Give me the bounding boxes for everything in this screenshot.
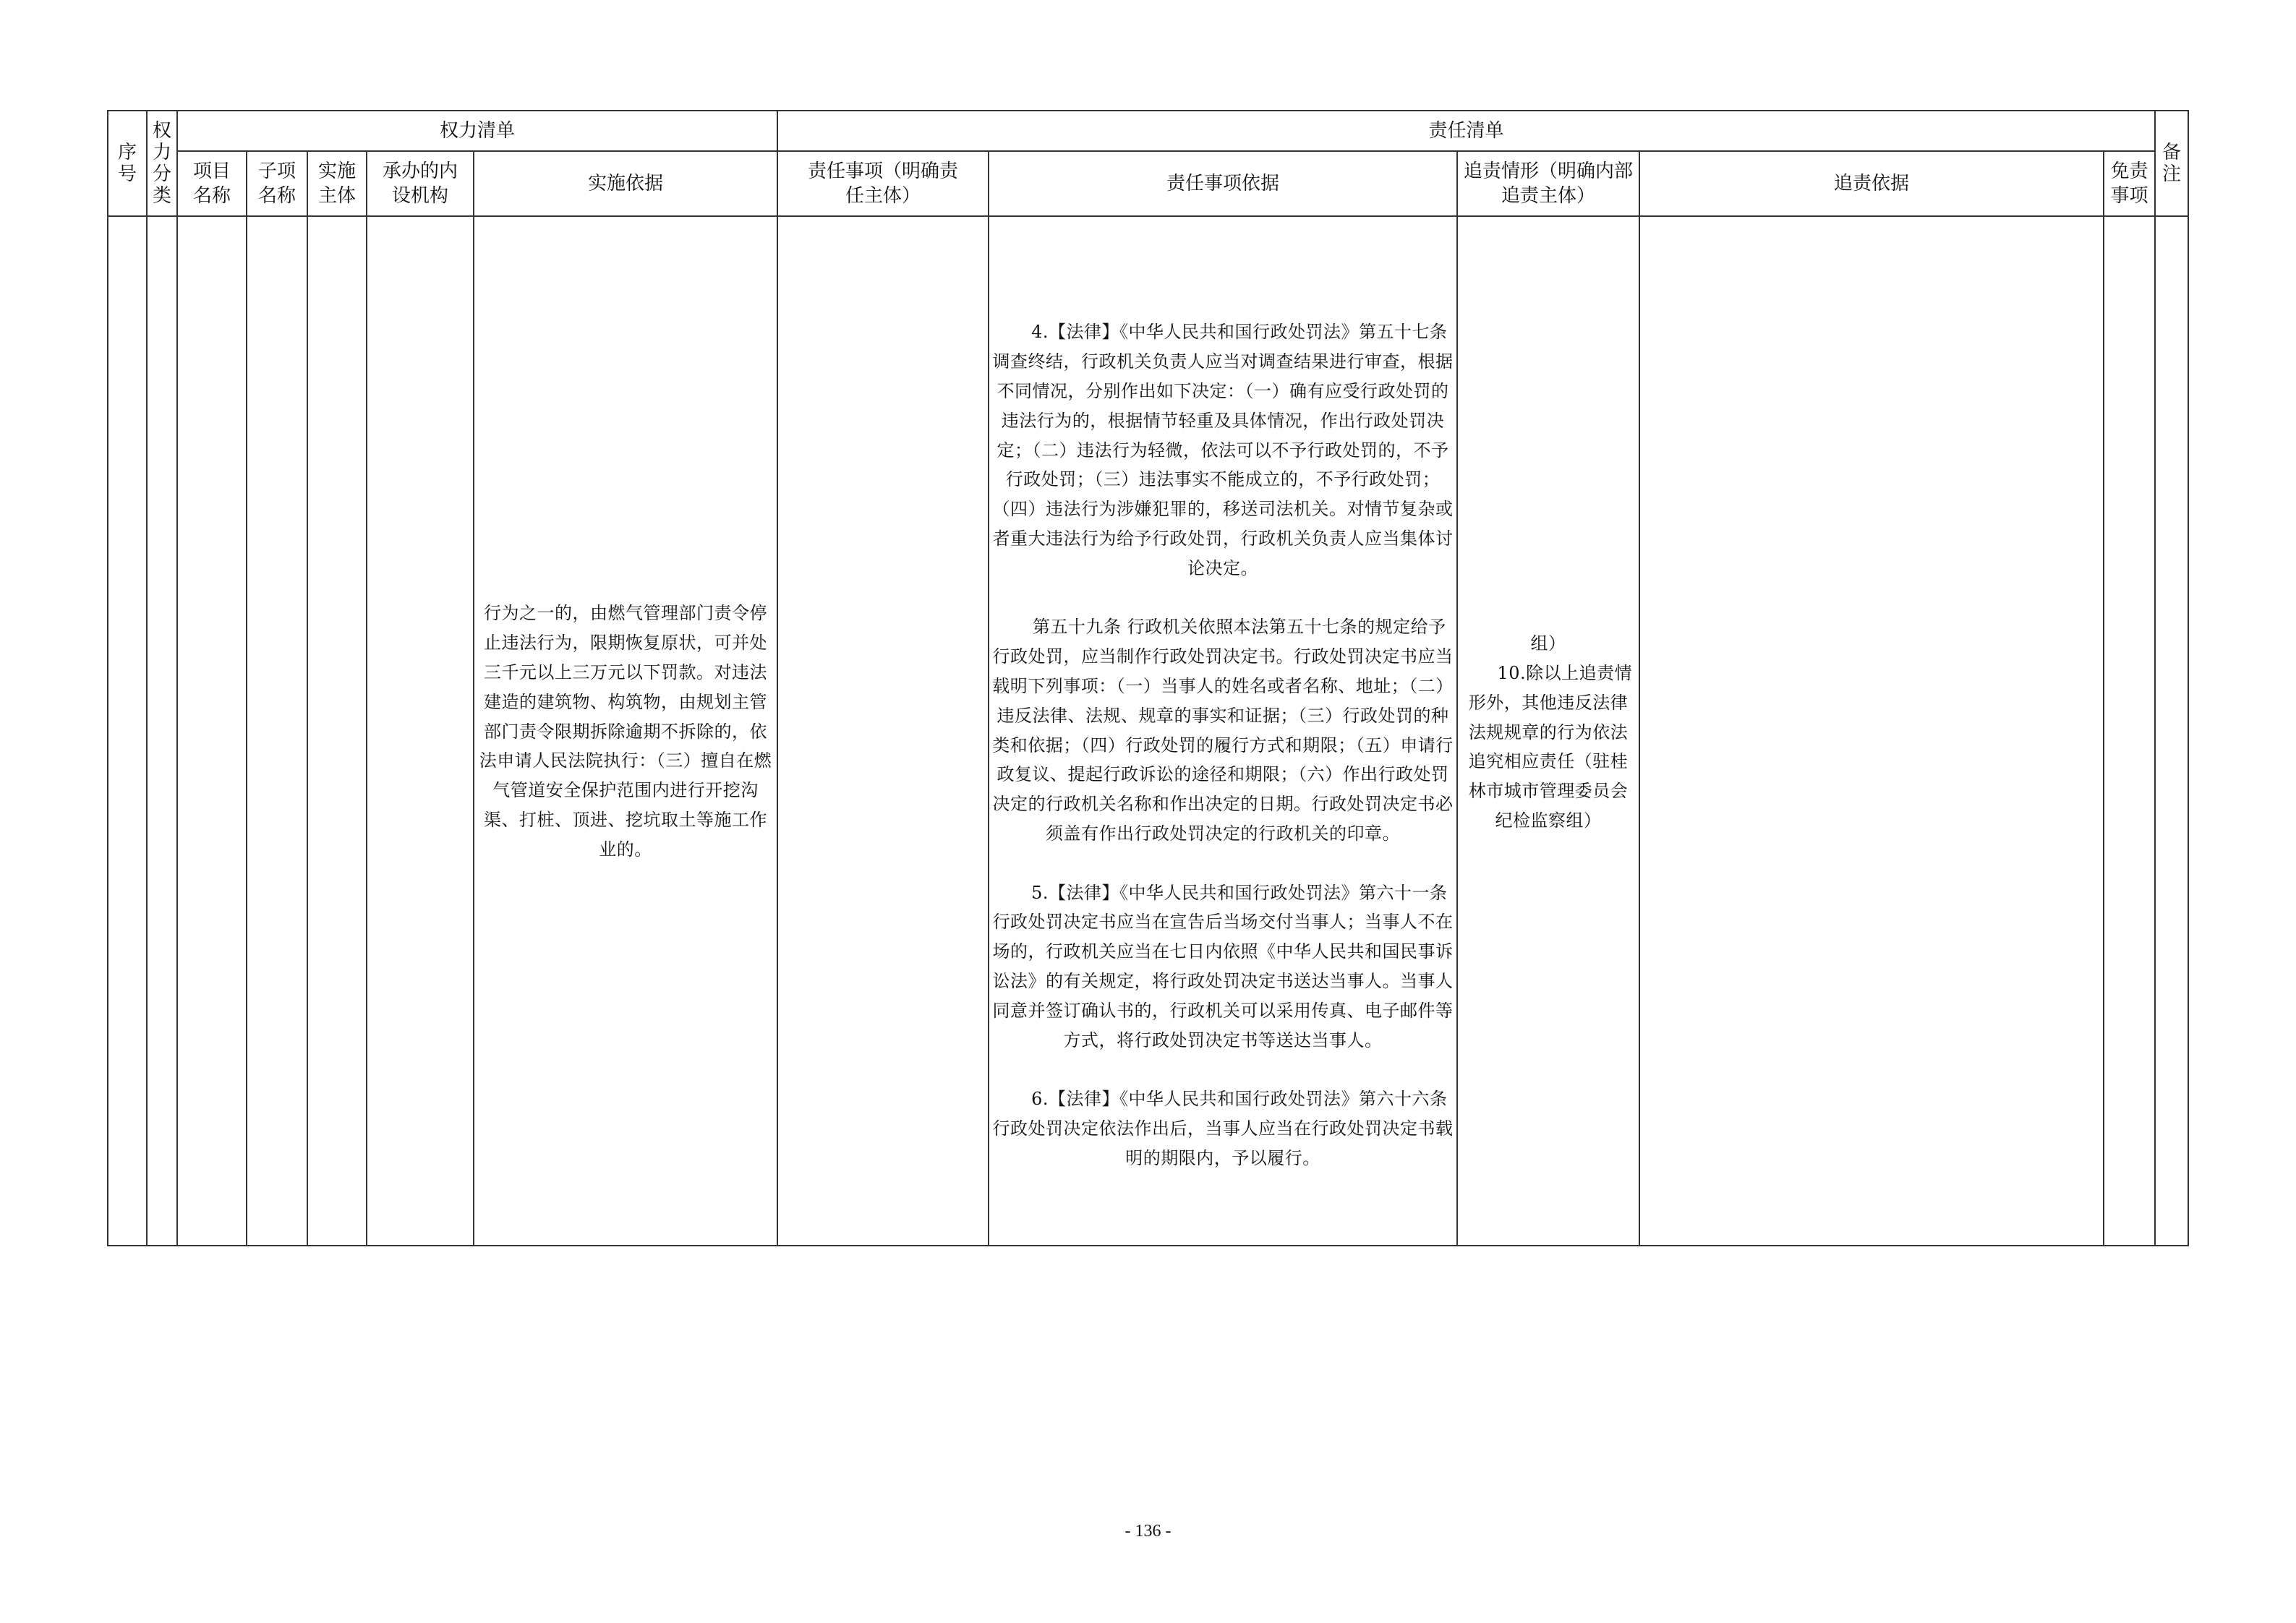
cell-impl-subject [307, 216, 367, 1246]
header-internal-org-label: 承办的内设机构 [382, 160, 458, 207]
cell-sub-item-name [247, 216, 307, 1246]
header-seq [108, 111, 147, 216]
header-power-category-label: 权力分类 [152, 120, 171, 207]
table-row [108, 216, 2188, 1246]
cell-accountability-situation [1457, 216, 1639, 1246]
header-sub-item-name [247, 151, 307, 216]
power-responsibility-table [107, 110, 2189, 1246]
header-impl-subject [307, 151, 367, 216]
header-impl-basis: 实施依据 [474, 151, 777, 216]
accountability-content [1458, 626, 1639, 836]
resp-basis-paragraph: 4.【法律】《中华人民共和国行政处罚法》第五十七条 调查终结，行政机关负责人应当对调查结果进行审查，根据不同情况，分别作出如下决定：（一）确有应受行政处罚的违法行为的，根据情节轻重及具体情况，作出行政处罚决定；（二）违法行为轻微，依法可以不予行政处罚的，不予行政处罚；（三）违法事实不能成立的，不予行政处罚；（四）违法行为涉嫌犯罪的，移送司法机关。对情节复杂或者重大违法行为给予行政处罚，行政机关负责人应当集体讨论决定。 [992, 322, 1454, 578]
accountability-text: 10.除以上追责情形外，其他违反法律法规规章的行为依法追究相应责任（驻桂林市城市管理委员会纪检监察组） [1468, 663, 1633, 831]
cell-item-name [177, 216, 247, 1246]
header-responsibility-list: 责任清单 [777, 111, 2155, 151]
header-power-list: 权力清单 [177, 111, 777, 151]
cell-resp-item-basis [989, 216, 1457, 1246]
cell-power-category [147, 216, 177, 1246]
header-accountability-situation-label: 追责情形（明确内部追责主体） [1463, 160, 1633, 207]
cell-remarks [2155, 216, 2188, 1246]
header-seq-label: 序号 [117, 142, 137, 185]
cell-exemption [2104, 216, 2155, 1246]
accountability-lead: 组） [1530, 633, 1566, 654]
resp-basis-paragraph: 6.【法律】《中华人民共和国行政处罚法》第六十六条 行政处罚决定依法作出后，当事人应当在行政处罚决定书载明的期限内，予以履行。 [992, 1089, 1454, 1168]
impl-basis-text: 行为之一的，由燃气管理部门责令停止违法行为，限期恢复原状，可并处三千元以上三万元以下罚款。对违法建造的建筑物、构筑物，由规划主管部门责令限期拆除逾期不拆除的，依法申请人民法院执行：（三）擅自在燃气管道安全保护范围内进行开挖沟渠、打桩、顶进、挖坑取土等施工作业的。 [479, 603, 772, 860]
header-item-name [177, 151, 247, 216]
header-internal-org [367, 151, 474, 216]
header-power-category [147, 111, 177, 216]
resp-basis-paragraph: 5.【法律】《中华人民共和国行政处罚法》第六十一条 行政处罚决定书应当在宣告后当场交付当事人；当事人不在场的，行政机关应当在七日内依照《中华人民共和国民事诉讼法》的有关规定，将行政处罚决定书送达当事人。当事人同意并签订确认书的，行政机关可以采用传真、电子邮件等方式，将行政处罚决定书等送达当事人。 [992, 882, 1454, 1050]
cell-impl-basis [474, 216, 777, 1246]
header-sub-item-name-label: 子项名称 [257, 160, 296, 207]
cell-internal-org [367, 216, 474, 1246]
cell-seq [108, 216, 147, 1246]
header-resp-item-label: 责任事项（明确责任主体） [807, 160, 958, 207]
header-exemption-label: 免责事项 [2110, 160, 2148, 207]
header-item-name-label: 项目名称 [192, 160, 231, 207]
header-accountability-basis: 追责依据 [1639, 151, 2104, 216]
resp-basis-paragraph: 第五十九条 行政机关依照本法第五十七条的规定给予行政处罚，应当制作行政处罚决定书。行政处罚决定书应当载明下列事项：（一）当事人的姓名或者名称、地址；（二）违反法律、法规、规章的事实和证据；（三）行政处罚的种类和依据；（四）行政处罚的履行方式和期限；（五）申请行政复议、提起行政诉讼的途径和期限；（六）作出行政处罚决定的行政机关名称和作出决定的日期。行政处罚决定书必须盖有作出行政处罚决定的行政机关的印章。 [992, 617, 1454, 844]
cell-resp-item [777, 216, 989, 1246]
header-resp-item [777, 151, 989, 216]
cell-accountability-basis [1639, 216, 2104, 1246]
page-number: - 136 - [1124, 1522, 1172, 1541]
header-resp-item-basis: 责任事项依据 [989, 151, 1457, 216]
header-exemption [2104, 151, 2155, 216]
header-remarks [2155, 111, 2188, 216]
header-remarks-label: 备注 [2161, 142, 2181, 185]
header-accountability-situation [1457, 151, 1639, 216]
resp-basis-content [989, 288, 1456, 1173]
header-impl-subject-label: 实施主体 [317, 160, 356, 207]
